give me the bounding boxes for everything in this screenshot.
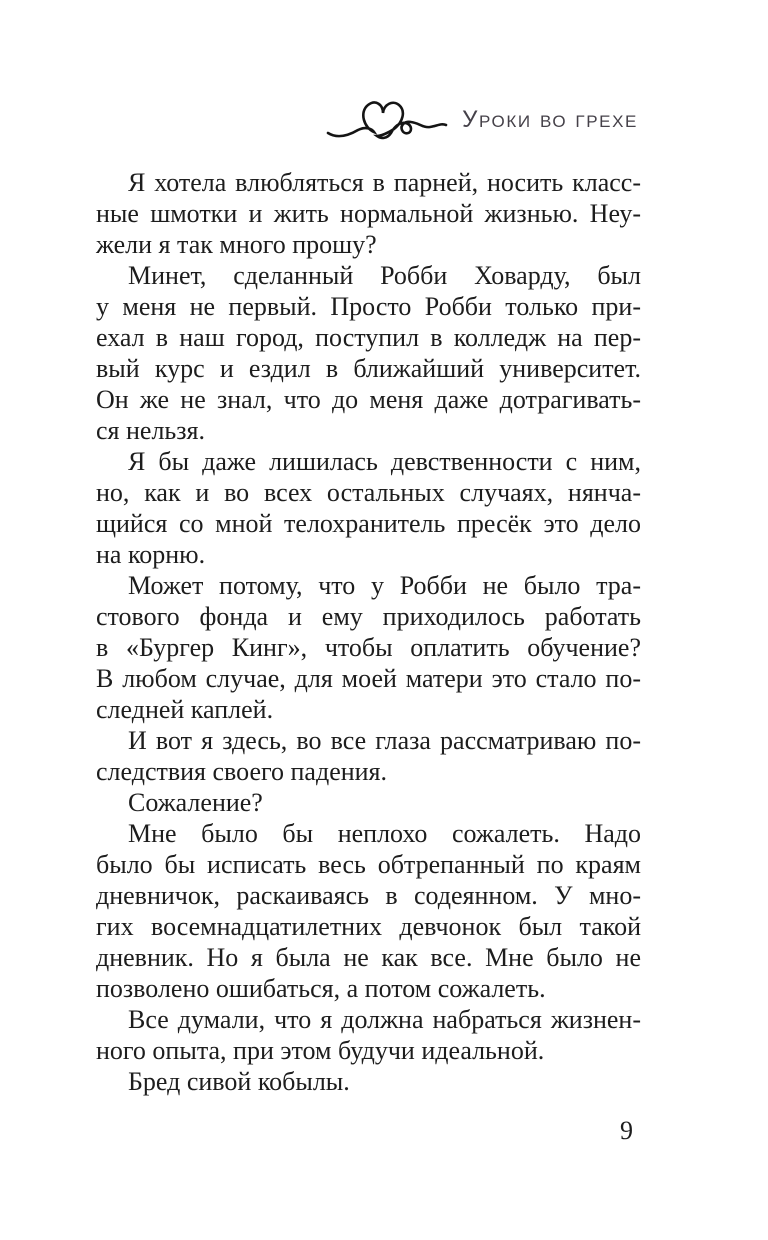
text-line: следствия своего падения.	[96, 757, 388, 786]
text-line: Мне было бы неплохо сожалеть. Надо	[128, 819, 641, 848]
page-number: 9	[620, 1116, 633, 1145]
chapter-title: Уроки во грехе	[462, 106, 638, 133]
text-line: ные шмотки и жить нормальной жизнью. Неу-	[96, 199, 641, 228]
text-line: Сожаление?	[128, 788, 263, 817]
paragraph	[96, 818, 641, 1004]
paragraph	[96, 446, 641, 570]
body-text	[96, 167, 641, 1097]
paragraph	[96, 167, 641, 260]
text-line: Я бы даже лишилась девственности с ним,	[128, 447, 641, 476]
text-line: стового фонда и ему приходилось работать	[96, 602, 641, 631]
text-line: гих восемнадцатилетних девчонок был такой	[96, 912, 641, 941]
text-line: на корню.	[96, 540, 206, 569]
paragraph	[96, 570, 641, 725]
text-line: но, как и во всех остальных случаях, нянча-	[96, 478, 641, 507]
paragraph	[96, 1066, 641, 1097]
text-line: Может потому, что у Робби не было тра-	[128, 571, 641, 600]
heart-scribble-icon	[326, 98, 448, 148]
text-line: ного опыта, при этом будучи идеальной.	[96, 1036, 545, 1065]
text-line: ехал в наш город, поступил в колледж на пер-	[96, 323, 641, 352]
text-line: ся нельзя.	[96, 416, 206, 445]
text-line: дневничок, раскаиваясь в содеянном. У мно-	[96, 881, 641, 910]
paragraph	[96, 725, 641, 787]
text-line: в «Бургер Кинг», чтобы оплатить обучение?	[96, 633, 641, 662]
text-line: Бред сивой кобылы.	[128, 1067, 350, 1096]
text-line: позволено ошибаться, а потом сожалеть.	[96, 974, 546, 1003]
text-line: дневник. Но я была не как все. Мне было не	[96, 943, 641, 972]
text-line: у меня не первый. Просто Робби только при-	[96, 292, 641, 321]
text-line: следней каплей.	[96, 695, 274, 724]
paragraph	[96, 787, 641, 818]
text-line: было бы исписать весь обтрепанный по краям	[96, 850, 641, 879]
text-line: щийся со мной телохранитель пресёк это дело	[96, 509, 641, 538]
text-line: Минет, сделанный Робби Ховарду, был	[128, 261, 641, 290]
text-line: жели я так много прошу?	[96, 230, 377, 259]
paragraph	[96, 260, 641, 446]
running-head	[0, 0, 768, 160]
text-line: Он же не знал, что до меня даже дотрагивать-	[96, 385, 641, 414]
text-line: В любом случае, для моей матери это стало по-	[96, 664, 641, 693]
text-line: И вот я здесь, во все глаза рассматриваю по-	[128, 726, 641, 755]
text-line: Я хотела влюбляться в парней, носить класс-	[128, 168, 641, 197]
paragraph	[96, 1004, 641, 1066]
text-line: Все думали, что я должна набраться жизнен-	[128, 1005, 641, 1034]
text-line: вый курс и ездил в ближайший университет.	[96, 354, 641, 383]
